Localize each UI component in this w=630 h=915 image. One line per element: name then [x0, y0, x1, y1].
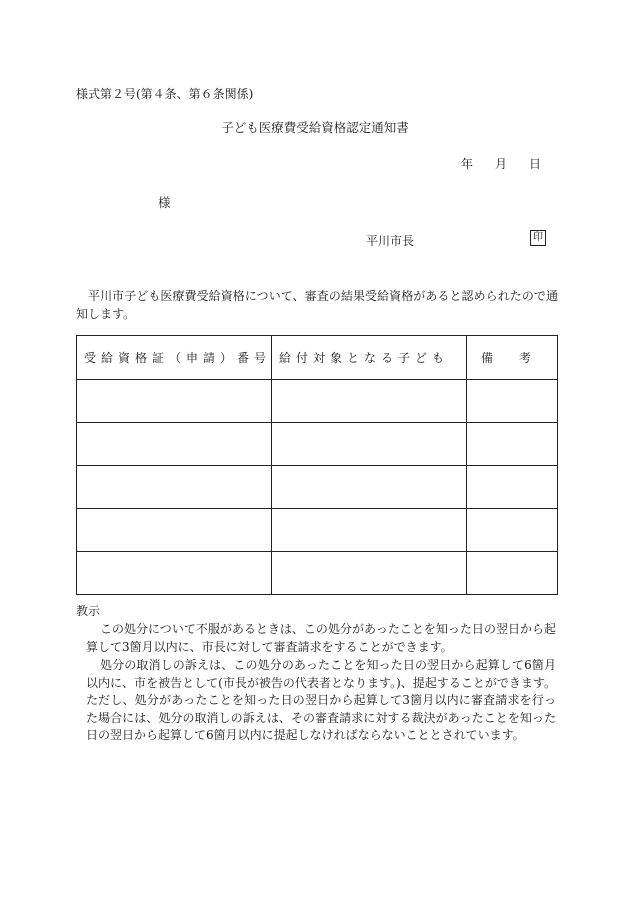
form-number: 様式第２号(第４条、第６条関係) — [76, 87, 254, 101]
table-cell-remarks — [467, 380, 558, 423]
table-cell-certificate-number — [77, 509, 272, 552]
date-month-label: 月 — [495, 157, 508, 171]
table-cell-certificate-number — [77, 466, 272, 509]
table-cell-eligible-child — [272, 466, 467, 509]
document-title: 子ども医療費受給資格認定通知書 — [221, 120, 409, 135]
column-header-remarks: 備考 — [467, 336, 558, 380]
instruction-paragraph-appeal: この処分について不服があるときは、この処分があったことを知った日の翌日から起算して3箇月以内に、市長に対して審査請求をすることができます。 — [86, 622, 556, 654]
instruction-heading: 教示 — [76, 604, 101, 618]
table-cell-remarks — [467, 552, 558, 595]
table-cell-remarks — [467, 423, 558, 466]
date-line — [461, 155, 541, 172]
column-header-eligible-child: 給付対象となる子ども — [272, 336, 467, 380]
table-row — [77, 509, 558, 552]
date-day-label: 日 — [529, 157, 542, 171]
table-row — [77, 380, 558, 423]
table-cell-eligible-child — [272, 380, 467, 423]
table-cell-certificate-number — [77, 380, 272, 423]
table-cell-eligible-child — [272, 509, 467, 552]
result-table — [76, 335, 558, 595]
table-row — [77, 423, 558, 466]
table-row — [77, 466, 558, 509]
notice-body: 平川市子ども医療費受給資格について、審査の結果受給資格があると認められたので通知します。 — [76, 289, 558, 321]
table-cell-remarks — [467, 466, 558, 509]
column-header-certificate-number: 受給資格証（申請）番号 — [77, 336, 272, 380]
seal-mark: 印 — [530, 230, 546, 246]
table-cell-eligible-child — [272, 423, 467, 466]
table-cell-certificate-number — [77, 552, 272, 595]
table-cell-remarks — [467, 509, 558, 552]
table-cell-eligible-child — [272, 552, 467, 595]
addressee-honorific: 様 — [158, 195, 171, 210]
date-year-label: 年 — [461, 157, 474, 171]
table-cell-certificate-number — [77, 423, 272, 466]
table-row — [77, 552, 558, 595]
issuer-title: 平川市長 — [366, 234, 415, 248]
instruction-paragraph-lawsuit: 処分の取消しの訴えは、この処分のあったことを知った日の翌日から起算して6箇月以内に、市を被告として(市長が被告の代表者となります。)、提起することができます。ただし、処分があったことを知った日の翌日から起算して3箇月以内に審査請求を行った場合には、処分の取消しの訴えは、その審査請求に対する裁決があったことを知った日の翌日から起算して6箇月以内に提起しなければならないこととされています。 — [86, 658, 556, 742]
table-header-row — [77, 336, 558, 380]
